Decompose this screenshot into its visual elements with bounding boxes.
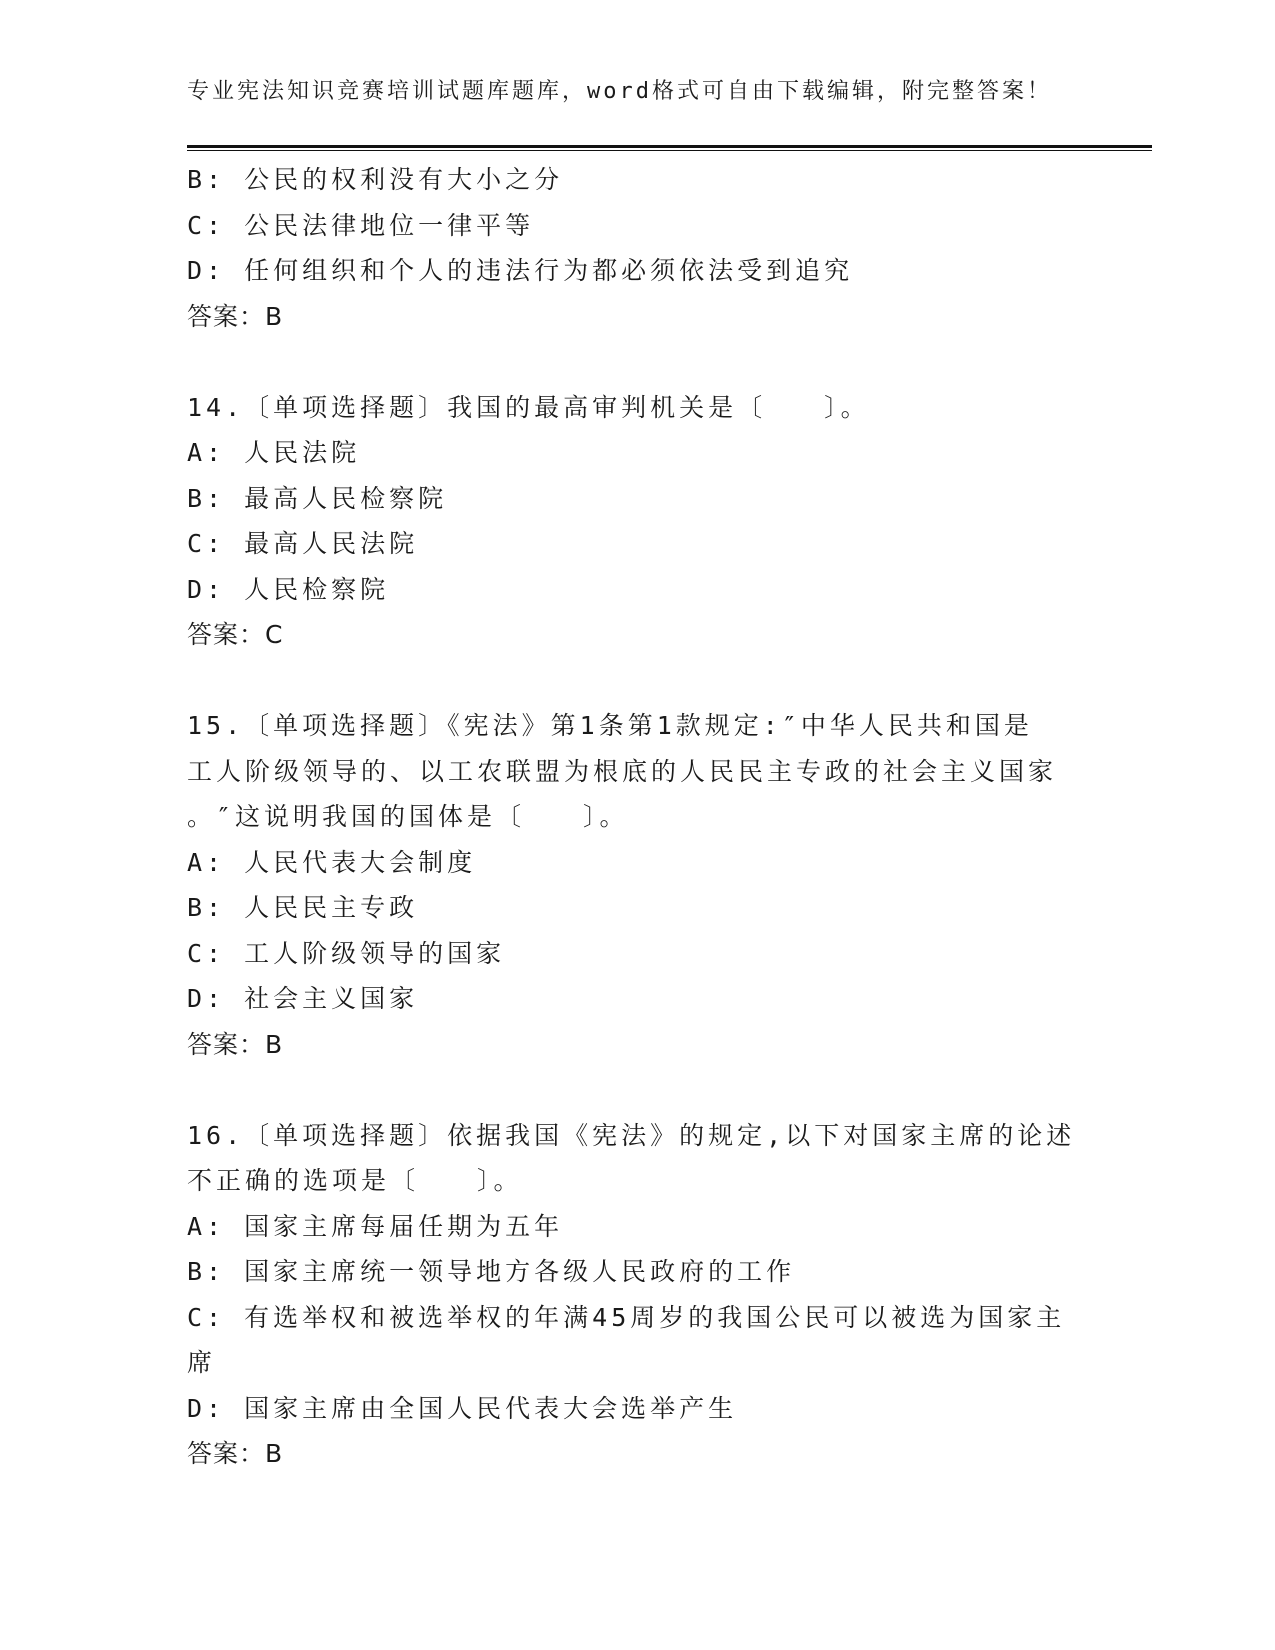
spacer	[187, 339, 1067, 385]
option-d: D: 社会主义国家	[187, 984, 419, 1013]
option-b: B: 国家主席统一领导地方各级人民政府的工作	[187, 1257, 796, 1286]
option-d: D: 国家主席由全国人民代表大会选举产生	[187, 1393, 738, 1423]
answer: 答案：C	[187, 620, 284, 649]
header-rule-thin	[187, 150, 1152, 151]
question-14	[187, 385, 1067, 658]
answer: 答案：B	[187, 1439, 284, 1468]
document-body	[187, 157, 1076, 1477]
spacer	[187, 1067, 1067, 1113]
option-a: A: 国家主席每届任期为五年	[187, 1211, 564, 1241]
question-stem-line: 15.〔单项选择题〕《宪法》第1条第1款规定:″中华人民共和国是	[187, 711, 1033, 740]
option-c: C: 最高人民法院	[187, 529, 419, 558]
option-b: B: 最高人民检察院	[187, 483, 448, 513]
answer: 答案：B	[187, 301, 284, 331]
question-16	[187, 1113, 1076, 1477]
option-c: C: 有选举权和被选举权的年满45周岁的我国公民可以被选为国家主	[187, 1302, 1066, 1332]
option-b: B: 人民民主专政	[187, 893, 419, 922]
option-c: C: 工人阶级领导的国家	[187, 938, 506, 968]
question-stem-line: 不正确的选项是〔 〕。	[187, 1166, 523, 1195]
question-stem-line: 。″这说明我国的国体是〔 〕。	[187, 802, 629, 831]
question-13-continuation	[187, 157, 1067, 339]
option-d: D: 任何组织和个人的违法行为都必须依法受到追究	[187, 256, 854, 285]
option-c: C: 公民法律地位一律平等	[187, 210, 535, 240]
option-b: B: 公民的权利没有大小之分	[187, 165, 564, 194]
option-a: A: 人民代表大会制度	[187, 847, 477, 877]
page-header: 专业宪法知识竞赛培训试题库题库，word格式可自由下载编辑，附完整答案！	[187, 79, 1052, 104]
question-stem: 14.〔单项选择题〕我国的最高审判机关是〔 〕。	[187, 392, 870, 422]
question-stem-line: 16.〔单项选择题〕依据我国《宪法》的规定,以下对国家主席的论述	[187, 1120, 1076, 1150]
option-a: A: 人民法院	[187, 438, 361, 467]
header-rule-thick	[187, 145, 1152, 148]
option-d: D: 人民检察院	[187, 574, 390, 604]
option-c-continued: 席	[187, 1348, 217, 1377]
answer: 答案：B	[187, 1029, 284, 1059]
question-stem-line: 工人阶级领导的、以工农联盟为根底的人民民主专政的社会主义国家	[187, 756, 1058, 786]
question-15	[187, 703, 1067, 1067]
spacer	[187, 658, 1067, 704]
